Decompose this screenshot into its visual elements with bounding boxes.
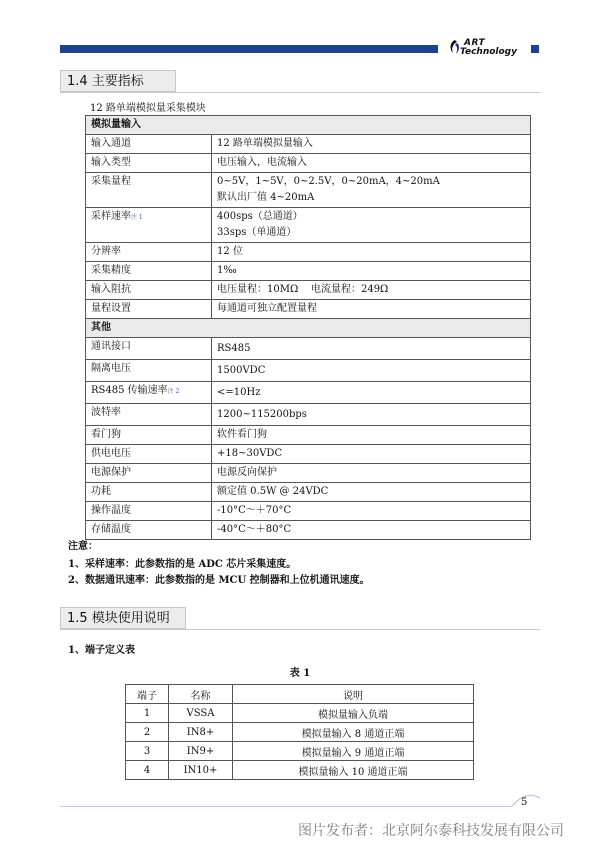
pin-cell-name: VSSA (169, 704, 233, 723)
header-bar-end (531, 45, 539, 53)
spec-row (86, 404, 531, 426)
spec-value: 软件看门狗 (212, 426, 531, 445)
spec-value: -40°C～＋80°C (212, 521, 531, 540)
table-row (126, 742, 474, 761)
spec-table (85, 115, 531, 540)
spec-label: 分辨率 (86, 243, 212, 262)
spec-group-other (86, 319, 531, 338)
spec-row (86, 360, 531, 382)
spec-value: 12 位 (212, 243, 531, 262)
spec-label: 操作温度 (86, 502, 212, 521)
pin-cell-number: 3 (126, 742, 169, 761)
section-1-5-rule (60, 629, 540, 630)
spec-value: RS485 (212, 338, 531, 360)
spec-row (86, 382, 531, 404)
pin-cell-desc: 模拟量输入 8 通道正端 (233, 723, 474, 742)
spec-value: 12 路单端模拟量输入 (212, 135, 531, 154)
pin-definition-table (125, 684, 474, 780)
spec-value: 电源反向保护 (212, 464, 531, 483)
spec-value-line1: 400sps（总通道） (217, 211, 303, 222)
pin-cell-name: IN10+ (169, 761, 233, 780)
spec-label: 存储温度 (86, 521, 212, 540)
spec-row (86, 338, 531, 360)
pin-cell-number: 1 (126, 704, 169, 723)
section-1-5-heading: 1.5 模块使用说明 (60, 607, 186, 629)
spec-value-line2: 33sps（单通道） (217, 227, 297, 238)
pin-cell-number: 2 (126, 723, 169, 742)
note-item-2: 2、数据通讯速率：此参数指的是 MCU 控制器和上位机通讯速度。 (68, 575, 370, 586)
spec-row (86, 300, 531, 319)
pin-header-cell: 端子 (126, 685, 169, 704)
spec-value (212, 208, 531, 243)
pin-header-cell: 名称 (169, 685, 233, 704)
publisher-watermark: 图片发布者：北京阿尔泰科技发展有限公司 (298, 823, 564, 839)
spec-value: <=10Hz (212, 382, 531, 404)
spec-row (86, 135, 531, 154)
pin-cell-number: 4 (126, 761, 169, 780)
note-item-1: 1、采样速率：此参数指的是 ADC 芯片采集速度。 (68, 559, 297, 570)
footer-rule (60, 806, 512, 807)
spec-row (86, 243, 531, 262)
spec-row (86, 173, 531, 208)
spec-table-caption: 12 路单端模拟量采集模块 (90, 103, 206, 114)
spec-label: 输入类型 (86, 154, 212, 173)
pin-table-caption: 表 1 (289, 668, 311, 679)
spec-row (86, 262, 531, 281)
spec-value: 额定值 0.5W @ 24VDC (212, 483, 531, 502)
spec-value: 1500VDC (212, 360, 531, 382)
spec-label-text: RS485 传输速率 (91, 385, 168, 396)
logo-line2: Technology (460, 47, 517, 57)
pin-cell-name: IN9+ (169, 742, 233, 761)
spec-label: 量程设置 (86, 300, 212, 319)
spec-value-line1: 0~5V，1~5V，0~2.5V，0~20mA，4~20mA (217, 176, 440, 187)
spec-value: 每通道可独立配置量程 (212, 300, 531, 319)
spec-row (86, 154, 531, 173)
spec-label (86, 208, 212, 243)
spec-label: 输入阻抗 (86, 281, 212, 300)
pin-table-header-row (126, 685, 474, 704)
pin-cell-name: IN8+ (169, 723, 233, 742)
spec-label: 输入通道 (86, 135, 212, 154)
spec-value: 1‰ (212, 262, 531, 281)
spec-row (86, 281, 531, 300)
spec-value: 电压输入，电流输入 (212, 154, 531, 173)
spec-label (86, 382, 212, 404)
spec-label: 功耗 (86, 483, 212, 502)
spec-label: 看门狗 (86, 426, 212, 445)
page-number: 5 (521, 797, 528, 808)
spec-label: 采集量程 (86, 173, 212, 208)
spec-value: -10°C～＋70°C (212, 502, 531, 521)
spec-group-label: 其他 (86, 319, 531, 338)
spec-value: +18~30VDC (212, 445, 531, 464)
spec-group-analog (86, 116, 531, 135)
spec-label: 波特率 (86, 404, 212, 426)
spec-label: 供电电压 (86, 445, 212, 464)
section-1-4-rule (60, 92, 540, 93)
spec-label: 隔离电压 (86, 360, 212, 382)
spec-label: 采集精度 (86, 262, 212, 281)
spec-label: 通讯接口 (86, 338, 212, 360)
notes-title: 注意： (68, 541, 98, 552)
spec-value (212, 173, 531, 208)
spec-row (86, 445, 531, 464)
spec-row (86, 502, 531, 521)
spec-row (86, 464, 531, 483)
footnote-ref-1: 注 1 (131, 214, 143, 221)
header-bar (60, 45, 438, 53)
spec-value-line2: 默认出厂值 4~20mA (217, 192, 315, 203)
pin-cell-desc: 模拟量输入负端 (233, 704, 474, 723)
pin-cell-desc: 模拟量输入 9 通道正端 (233, 742, 474, 761)
pin-table-subtitle: 1、端子定义表 (68, 645, 135, 656)
spec-row (86, 208, 531, 243)
spec-value: 1200~115200bps (212, 404, 531, 426)
spec-label-text: 采样速率 (91, 211, 131, 222)
spec-row (86, 426, 531, 445)
spec-row (86, 521, 531, 540)
spec-value: 电压量程：10MΩ 电流量程：249Ω (212, 281, 531, 300)
logo-line1: ART (464, 38, 486, 48)
spec-row (86, 483, 531, 502)
table-row (126, 704, 474, 723)
spec-group-label: 模拟量输入 (86, 116, 531, 135)
pin-header-cell: 说明 (233, 685, 474, 704)
table-row (126, 761, 474, 780)
pin-cell-desc: 模拟量输入 10 通道正端 (233, 761, 474, 780)
table-row (126, 723, 474, 742)
spec-label: 电源保护 (86, 464, 212, 483)
section-1-4-heading: 1.4 主要指标 (60, 70, 176, 92)
art-technology-logo (448, 38, 530, 60)
footnote-ref-2: 注 2 (167, 388, 180, 395)
